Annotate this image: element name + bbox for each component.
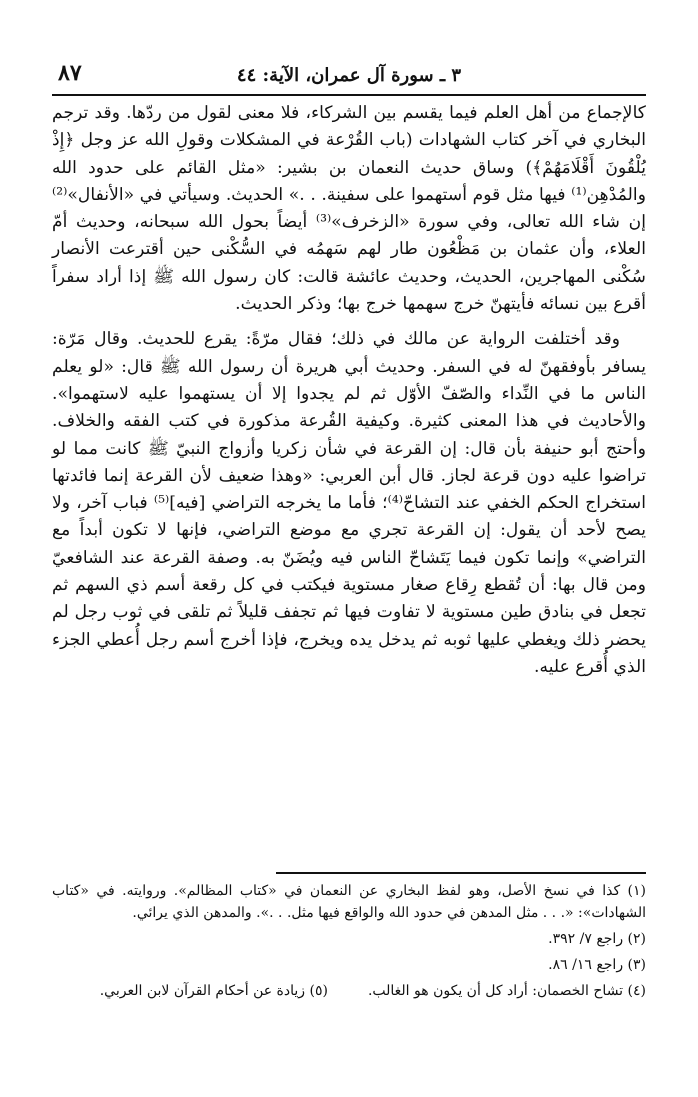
text-line: وأن عثمان بن مَظْعُون طار لهم سَهمُه في السُّكْنى حين أقترعت الأنصار سُكْنى xyxy=(52,239,646,287)
footnote-2: (٢) راجع ٧/ ٣٩٢. xyxy=(548,931,646,947)
text-line: المهاجرين، الحديث، وحديث عائشة قالت: كان رسول الله ﷺ إذا أراد سفراً أقرع بين xyxy=(52,266,646,315)
text-line: هذا المعنى كثيرة. وكيفية القُرعة مذكورة في كتب الفقه والخلاف. وأحتج أبو حنيفة بأن xyxy=(52,411,647,459)
header-divider xyxy=(52,94,646,96)
footnote-divider xyxy=(276,872,646,874)
text-line: نسائه فأيتهنّ خرج سهمها خرج بها؛ وذكر الحديث. xyxy=(235,294,580,315)
text-line: صغار مستوية فيكتب في كل رقعة أسم ذي السهم ثم تجعل في بنادق طين مستوية لا xyxy=(52,575,646,623)
text-line: قال: إن القرعة في شأن زكريا وأزواج النبيّ ﷺ كانت مما لو تراضوا عليه دون قرعة xyxy=(52,438,646,486)
running-title: ٣ ـ سورة آل عمران، الآية: ٤٤ xyxy=(236,64,462,86)
footnote-row xyxy=(52,980,646,1002)
footnote-text: الشهادات»: «. . . مثل المدهن في حدود الله والواقع فيها مثل. . .». والمدهن الذي يرائي. xyxy=(132,905,646,921)
text-line: تفاوت فيها ثم تجفف قليلاً ثم تلقى في ثوب رجل لم يحضر ذلك ويغطي عليها ثوبه ثم xyxy=(52,602,647,650)
footnote-1 xyxy=(52,880,646,924)
text-line: يدخل يده ويخرج، فإذا أخرج أسم رجل أُعطي الجزء الذي أُقرع عليه. xyxy=(52,629,646,677)
page-number: ٨٧ xyxy=(58,60,82,86)
footnote-3: (٣) راجع ١٦/ ٨٦. xyxy=(548,957,646,973)
text-line: لجاز. قال أبن العربي: «وهذا ضعيف لأن القرعة إنما فائدتها استخراج الحكم الخفي xyxy=(52,465,647,514)
text-line: وقد أختلفت الرواية عن مالك في ذلك؛ فقال مرّةً: يقرع للحديث. وقال مَرّة: xyxy=(52,329,620,350)
footnote-4: (٤) تشاح الخصمان: أراد كل أن يكون هو الغالب. xyxy=(367,983,646,999)
text-line: والمُدْهِن⁽¹⁾ فيها مثل قوم أستهموا على سفينة. . .» الحديث. وسيأتي في «الأنفال»⁽²⁾ xyxy=(52,184,646,205)
footnotes xyxy=(52,880,646,1006)
text-line: إن القرعة تجري مع موضع التراضي، فإنها لا تكون أبداً مع التراضي» وإنما تكون فيما xyxy=(52,520,646,568)
text-line: إن شاء الله تعالى، وفي سورة «الزخرف»⁽³⁾ أيضاً بحول الله سبحانه، وحديث أمّ العلاء، xyxy=(52,212,646,260)
text-line: يسافر بأوفقهنّ له في السفر. وحديث أبي هريرة أن رسول الله ﷺ قال: «لو يعلم الناس xyxy=(52,356,647,404)
text-line: كالإجماع من أهل العلم فيما يقسم بين الشركاء، فلا معنى لقول من ردّها. وقد ترجم xyxy=(52,103,646,123)
paragraph-1 xyxy=(52,100,646,318)
main-text xyxy=(52,100,646,681)
footnote-text: (١) كذا في نسخ الأصل، وهو لفظ البخاري عن النعمان في «كتاب المظالم». وروايته. في «كتاب xyxy=(52,883,646,899)
footnote-5: (٥) زيادة عن أحكام القرآن لابن العربي. xyxy=(99,983,328,999)
text-line: البخاري في آخر كتاب الشهادات (باب القُرْعة في المشكلات وقولِ الله عز وجل ﴿إِذْ xyxy=(52,130,646,151)
text-line: عند التشاحّ⁽⁴⁾؛ فأما ما يخرجه التراضي [فيه]⁽⁵⁾ فباب آخر، ولا يصح لأحد أن يقول: xyxy=(52,493,647,541)
text-line: يَتَشاحّ الناس فيه ويُضَنّ به. وصفة القرعة عند الشافعيّ ومن قال بها: أن تُقطع رِقاع xyxy=(52,547,646,596)
text-line: ما في النِّداء والصّفّ الأوّل ثم لم يجدوا إلا أن يستهموا عليه لاستهموا». والأحاديث في xyxy=(52,383,646,432)
text-line: يُلْقُونَ أَقْلَامَهُمْ﴾) وساق حديث النعمان بن بشير: «مثل القائم على حدود الله xyxy=(52,157,646,178)
paragraph-2 xyxy=(52,326,646,681)
page-header xyxy=(52,58,646,92)
